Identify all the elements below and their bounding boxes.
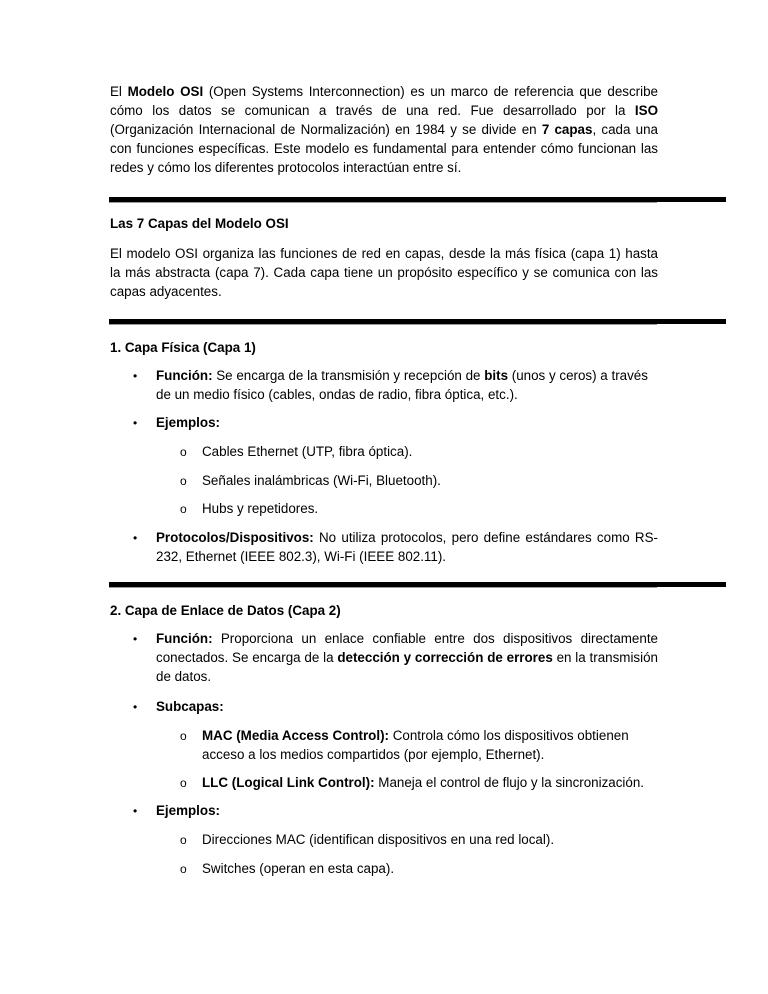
bullet-icon: • <box>133 804 138 818</box>
intro-paragraph: El Modelo OSI (Open Systems Interconnection) es un marco de referencia que describe cómo los datos se comunican a través de una red. Fue desarrollado por la ISO (Organización Internacional de Normalización) en 1984 y se divide en 7 capas, cada una con funciones específicas. Este modelo es fundamental para entender cómo funcionan las redes y cómo los diferentes protocolos interactúan entre sí. <box>110 84 658 175</box>
layer1-protocolos-item: Protocolos/Dispositivos: No utiliza protocolos, pero define estándares como RS-232, Ethernet (IEEE 802.3), Wi-Fi (IEEE 802.11). <box>156 530 658 564</box>
layers-paragraph: El modelo OSI organiza las funciones de red en capas, desde la más física (capa 1) hasta la más abstracta (capa 7). Cada capa tiene un propósito específico y se comunica con las capas adyacentes. <box>110 246 658 299</box>
bullet-icon: • <box>133 700 138 714</box>
layer2-llc-item: LLC (Logical Link Control): Maneja el control de flujo y la sincronización. <box>202 775 645 790</box>
layer2-ejemplo-item: Direcciones MAC (identifican dispositivos en una red local). <box>202 832 555 847</box>
layers-heading: Las 7 Capas del Modelo OSI <box>110 216 289 231</box>
section-divider <box>109 582 726 589</box>
circle-bullet-icon: o <box>180 729 187 743</box>
layer1-ejemplo-item: Señales inalámbricas (Wi-Fi, Bluetooth). <box>202 473 441 488</box>
circle-bullet-icon: o <box>180 833 187 847</box>
section-divider <box>109 197 726 204</box>
layer1-heading: 1. Capa Física (Capa 1) <box>110 340 256 355</box>
section-divider <box>109 319 726 326</box>
layer1-funcion-item: Función: Se encarga de la transmisión y recepción de bits (unos y ceros) a través de un medio físico (cables, ondas de radio, fibra óptica, etc.). <box>156 368 648 402</box>
bullet-icon: • <box>133 416 138 430</box>
bullet-icon: • <box>133 531 138 545</box>
layer2-subcapas-label: Subcapas: <box>156 699 224 714</box>
circle-bullet-icon: o <box>180 502 187 516</box>
layer1-ejemplo-item: Hubs y repetidores. <box>202 501 319 516</box>
layer1-ejemplo-item: Cables Ethernet (UTP, fibra óptica). <box>202 444 413 459</box>
bullet-icon: • <box>133 369 138 383</box>
layer2-ejemplos-label: Ejemplos: <box>156 803 220 818</box>
layer2-mac-item: MAC (Media Access Control): Controla cómo los dispositivos obtienen acceso a los medios compartidos (por ejemplo, Ethernet). <box>202 728 629 762</box>
layer2-heading: 2. Capa de Enlace de Datos (Capa 2) <box>110 603 341 618</box>
circle-bullet-icon: o <box>180 776 187 790</box>
circle-bullet-icon: o <box>180 862 187 876</box>
circle-bullet-icon: o <box>180 445 187 459</box>
bullet-icon: • <box>133 632 138 646</box>
layer1-ejemplos-label: Ejemplos: <box>156 415 220 430</box>
layer2-ejemplo-item: Switches (operan en esta capa). <box>202 861 395 876</box>
layer2-funcion-item: Función: Proporciona un enlace confiable entre dos dispositivos directamente conectados. Se encarga de la detección y corrección de errores en la transmisión de datos. <box>156 631 658 684</box>
circle-bullet-icon: o <box>180 474 187 488</box>
